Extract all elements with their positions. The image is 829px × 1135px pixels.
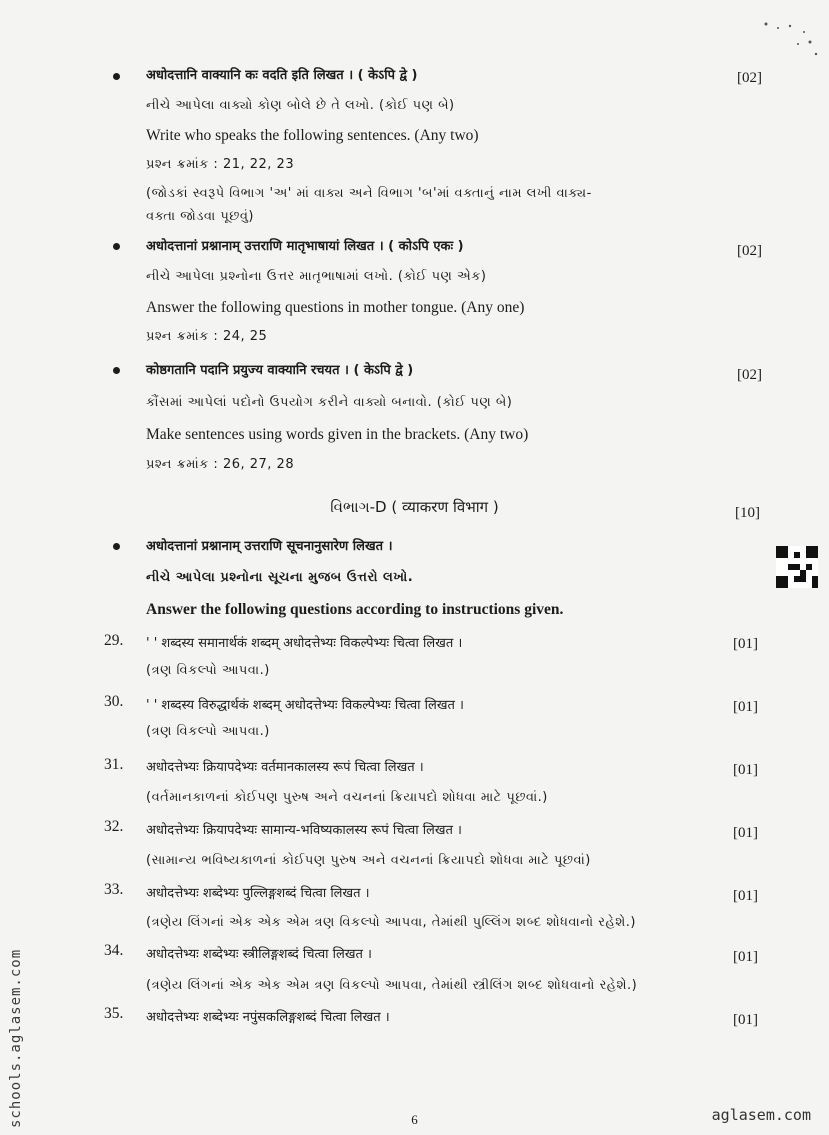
section-d-sanskrit: अधोदत्तानां प्रश्नानाम् उत्तराणि सूचनानुसारेण लिखत । — [146, 539, 393, 554]
s1-sanskrit: अधोदत्तानि वाक्यानि कः वदति इति लिखत । ( केऽपि द्वे ) — [146, 68, 418, 83]
watermark-corner: aglasem.com — [711, 1106, 811, 1124]
question-note: (વર્તમાનકાળનાં કોઈપણ પુરુષ અને વચનનાં ક્રિયાપદો શોધવા માટે પૂછવાં.) — [146, 790, 548, 805]
question-text: ' ' शब्दस्य समानार्थकं शब्दम् अधोदत्तेभ्यः विकल्पेभ्यः चित्वा लिखत । — [146, 636, 463, 651]
question-number: 31. — [104, 756, 124, 773]
scan-marks — [760, 14, 820, 64]
s2-gujarati: નીચે આપેલા પ્રશ્નોના ઉત્તર માતૃભાષામાં લખો. (કોઈ પણ એક) — [146, 269, 487, 284]
s2-question-numbers: પ્રશ્ન ક્રમાંક : 24, 25 — [146, 329, 268, 344]
bullet — [113, 73, 120, 80]
s2-marks: [02] — [737, 243, 762, 259]
s3-marks: [02] — [737, 367, 762, 383]
bullet — [113, 543, 120, 550]
watermark-side: schools.aglasem.com — [8, 948, 24, 1128]
section-d-marks: [10] — [735, 505, 760, 521]
question-text: ' ' शब्दस्य विरुद्धार्थकं शब्दम् अधोदत्तेभ्यः विकल्पेभ्यः चित्वा लिखत । — [146, 698, 464, 713]
question-marks: [01] — [733, 825, 758, 841]
question-note: (ત્રણ વિકલ્પો આપવા.) — [146, 724, 270, 739]
page-number: 6 — [411, 1112, 418, 1127]
question-text: अधोदत्तेभ्यः शब्देभ्यः नपुंसकलिङ्गशब्दं चित्वा लिखत । — [146, 1010, 390, 1025]
question-text: अधोदत्तेभ्यः शब्देभ्यः पुल्लिङ्गशब्दं चित्वा लिखत । — [146, 886, 370, 901]
question-number: 29. — [104, 632, 124, 649]
question-marks: [01] — [733, 699, 758, 715]
s2-sanskrit: अधोदत्तानां प्रश्नानाम् उत्तराणि मातृभाषायां लिखत । ( कोऽपि एकः ) — [146, 239, 464, 254]
question-marks: [01] — [733, 636, 758, 652]
section-d-english: Answer the following questions according to instructions given. — [146, 601, 564, 618]
s1-note-line2: વક્તા જોડવા પૂછવું) — [146, 209, 254, 224]
question-number: 30. — [104, 693, 124, 710]
question-marks: [01] — [733, 949, 758, 965]
s2-english: Answer the following questions in mother tongue. (Any one) — [146, 299, 525, 316]
question-note: (સામાન્ય ભવિષ્યકાળનાં કોઈપણ પુરુષ અને વચનનાં ક્રિયાપદો શોધવા માટે પૂછવાં) — [146, 853, 591, 868]
s1-gujarati: નીચે આપેલા વાક્યો કોણ બોલે છે તે લખો. (કોઈ પણ બે) — [146, 98, 455, 113]
question-note: (ત્રણેય લિંગનાં એક એક એમ ત્રણ વિકલ્પો આપવા, તેમાંથી પુલ્લિંગ શબ્દ શોધવાનો રહેશે.) — [146, 915, 636, 930]
question-marks: [01] — [733, 762, 758, 778]
question-note: (ત્રણ વિકલ્પો આપવા.) — [146, 663, 270, 678]
question-number: 33. — [104, 881, 124, 898]
s1-english: Write who speaks the following sentences. (Any two) — [146, 127, 479, 144]
section-d-gujarati: નીચે આપેલા પ્રશ્નોના સૂચના મુજબ ઉત્તરો લખો. — [146, 570, 414, 585]
s3-sanskrit: कोष्ठगतानि पदानि प्रयुज्य वाक्यानि रचयत । ( केऽपि द्वे ) — [146, 363, 414, 378]
question-text: अधोदत्तेभ्यः क्रियापदेभ्यः वर्तमानकालस्य रूपं चित्वा लिखत । — [146, 760, 424, 775]
s3-gujarati: કૌંસમાં આપેલાં પદોનો ઉપયોગ કરીને વાક્યો બનાવો. (કોઈ પણ બે) — [146, 395, 513, 410]
s1-marks: [02] — [737, 70, 762, 86]
section-d-heading: વિભાગ-D ( व्याकरण विभाग ) — [330, 498, 499, 516]
question-number: 34. — [104, 942, 124, 959]
qr-code — [776, 546, 818, 588]
s3-english: Make sentences using words given in the brackets. (Any two) — [146, 426, 529, 443]
question-note: (ત્રણેય લિંગનાં એક એક એમ ત્રણ વિકલ્પો આપવા, તેમાંથી સ્ત્રીલિંગ શબ્દ શોધવાનો રહેશે.) — [146, 978, 638, 993]
question-marks: [01] — [733, 888, 758, 904]
question-number: 35. — [104, 1005, 124, 1022]
s1-question-numbers: પ્રશ્ન ક્રમાંક : 21, 22, 23 — [146, 157, 295, 172]
question-text: अधोदत्तेभ्यः क्रियापदेभ्यः सामान्य-भविष्यकालस्य रूपं चित्वा लिखत । — [146, 823, 462, 838]
question-text: अधोदत्तेभ्यः शब्देभ्यः स्त्रीलिङ्गशब्दं चित्वा लिखत । — [146, 947, 372, 962]
s1-note-line1: (જોડકાં સ્વરૂપે વિભાગ 'અ' માં વાક્ય અને વિભાગ 'બ'માં વક્તાનું નામ લખી વાક્ય- — [146, 186, 592, 201]
bullet — [113, 243, 120, 250]
question-number: 32. — [104, 818, 124, 835]
bullet — [113, 367, 120, 374]
s3-question-numbers: પ્રશ્ન ક્રમાંક : 26, 27, 28 — [146, 457, 295, 472]
question-marks: [01] — [733, 1012, 758, 1028]
